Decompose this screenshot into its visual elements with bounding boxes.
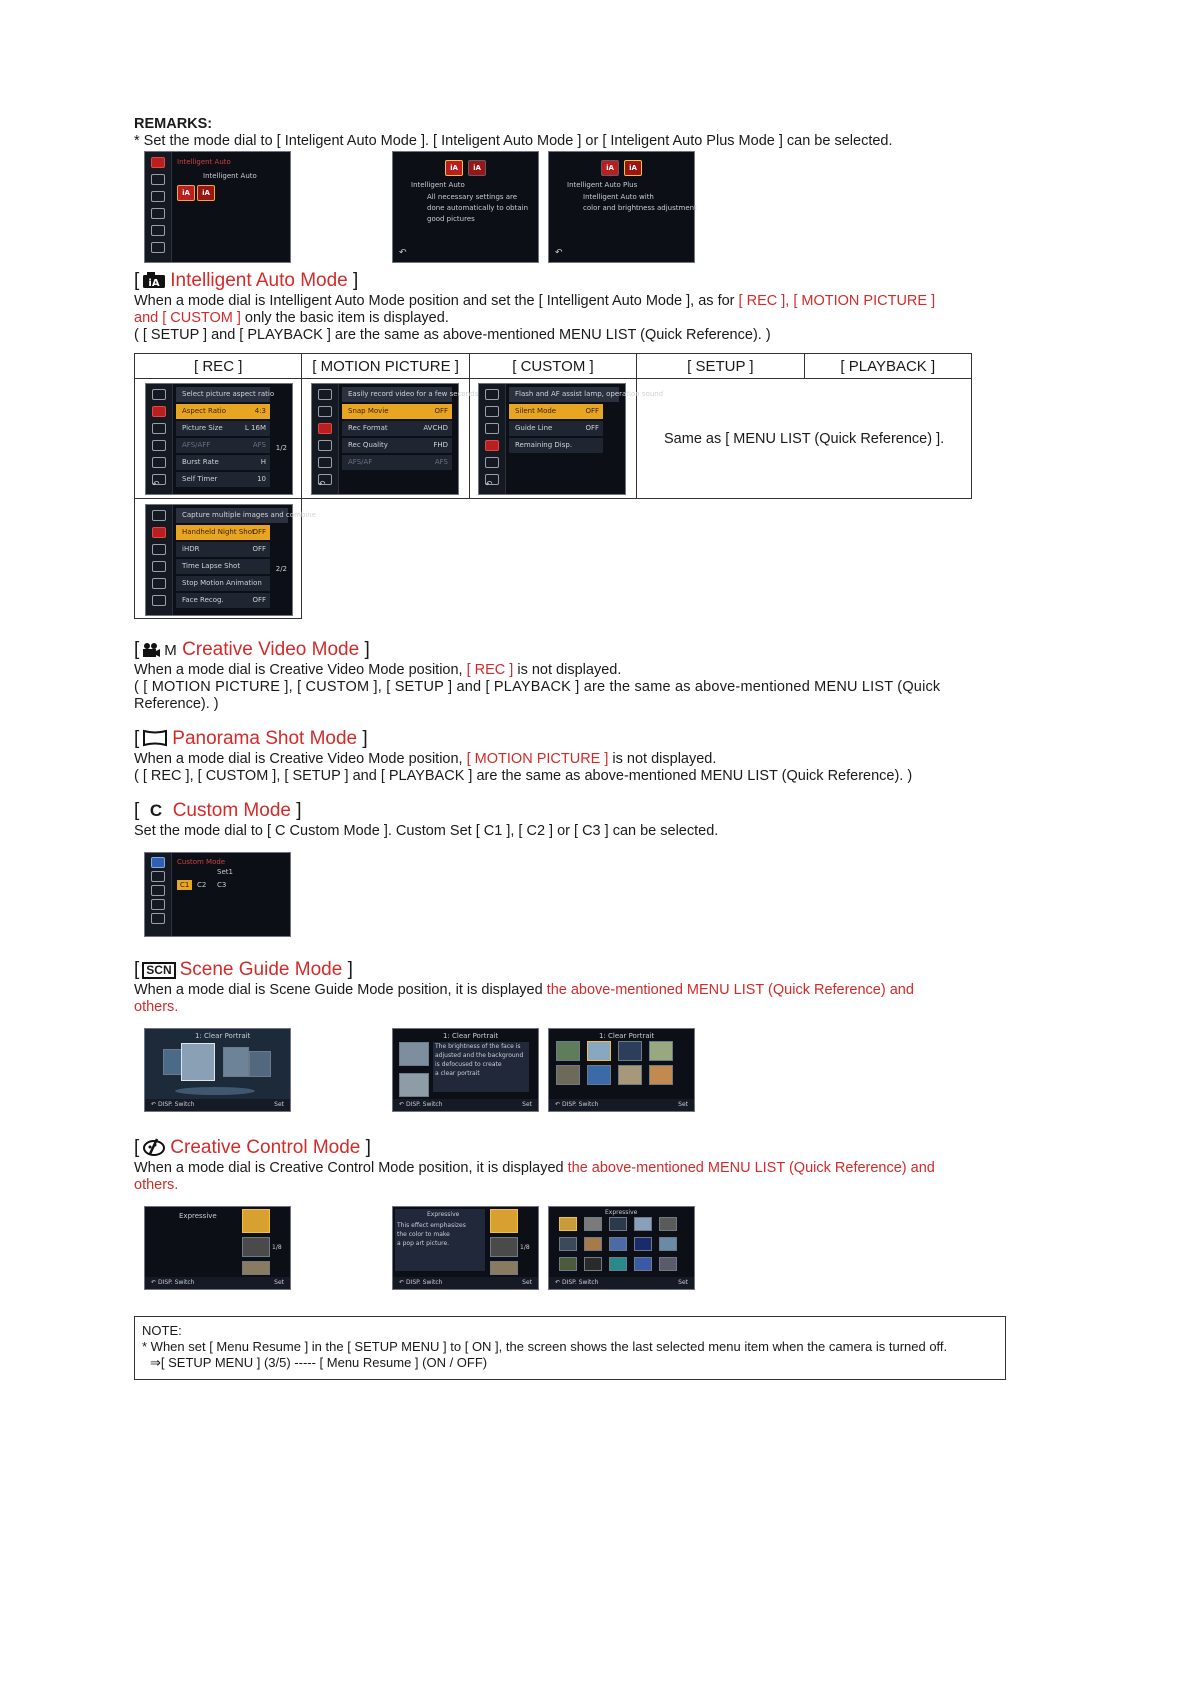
scene-desc: The brightness of the face is <box>435 1043 521 1050</box>
cv-line3: Reference). ) <box>134 696 219 712</box>
svg-text:iA: iA <box>148 278 160 289</box>
menu-description: Easily record video for a few seconds <box>342 387 452 402</box>
pano-line1: When a mode dial is Creative Video Mode position, [ MOTION PICTURE ] is not displayed. <box>134 751 717 767</box>
cv-line2: ( [ MOTION PICTURE ], [ CUSTOM ], [ SETUP ] and [ PLAYBACK ] are the same as above-mentioned MENU LIST (Quick <box>134 679 941 695</box>
ia-line2: and [ CUSTOM ] only the basic item is displayed. <box>134 310 449 326</box>
screen-sidebar <box>146 384 173 494</box>
pano-line2: ( [ REC ], [ CUSTOM ], [ SETUP ] and [ PLAYBACK ] are the same as above-mentioned MENU LIST (Quick Reference). ) <box>134 768 913 784</box>
effect-title: Expressive <box>605 1209 638 1216</box>
scn-detail-screen <box>392 1028 539 1112</box>
menu-description: Flash and AF assist lamp, operation sound <box>509 387 619 402</box>
scn-carousel-screen <box>144 1028 291 1112</box>
screen-sidebar <box>145 152 172 262</box>
movie-camera-icon <box>142 642 160 664</box>
custom-line1: Set the mode dial to [ C Custom Mode ]. Custom Set [ C1 ], [ C2 ] or [ C3 ] can be selected. <box>134 823 719 839</box>
note-line2: ⇒[ SETUP MENU ] (3/5) ----- [ Menu Resume ] (ON / OFF) <box>150 1355 488 1370</box>
scene-desc: a clear portrait <box>435 1070 480 1077</box>
info-line: All necessary settings are <box>427 193 518 201</box>
menu-item[interactable]: Handheld Night Shot OFF <box>176 525 270 540</box>
info-line: color and brightness adjustment <box>583 204 697 212</box>
cc-carousel-screen <box>144 1206 291 1290</box>
ia-info-screen <box>392 151 539 263</box>
menu-item[interactable]: Time Lapse Shot <box>176 559 270 574</box>
screen-sidebar <box>479 384 506 494</box>
palette-icon <box>142 1138 166 1162</box>
remarks-title: REMARKS: <box>134 116 213 132</box>
custom-mode-icon: C <box>149 801 163 820</box>
screen-sidebar <box>146 505 173 615</box>
screen-title: Custom Mode <box>177 858 226 866</box>
custom-set-option[interactable]: C1 <box>177 880 192 890</box>
cell-same-as: Same as [ MENU LIST (Quick Reference) ]. <box>637 379 972 499</box>
menu-item[interactable]: Silent Mode OFF <box>509 404 603 419</box>
ia-mode-icon <box>142 271 166 295</box>
screen-bar: ↶ DISP. Switch Set <box>145 1099 290 1111</box>
ia-plus-badge: iA <box>468 160 486 176</box>
rec-menu-screen <box>145 383 293 495</box>
screen-bar: ↶ DISP. Switch Set <box>393 1277 538 1289</box>
screen-sidebar <box>145 853 172 936</box>
ia-mode-select-screen <box>144 151 291 263</box>
menu-description: Select picture aspect ratio <box>176 387 270 402</box>
scene-title: 1: Clear Portrait <box>599 1032 655 1040</box>
info-line: good pictures <box>427 215 475 223</box>
menu-item[interactable]: Burst Rate H <box>176 455 270 470</box>
scn-grid-screen <box>548 1028 695 1112</box>
scene-desc: adjusted and the background <box>435 1052 524 1059</box>
effect-desc: This effect emphasizes <box>397 1222 466 1229</box>
remarks-line: * Set the mode dial to [ Inteligent Auto Mode ]. [ Inteligent Auto Mode ] or [ Inteligent Auto Plus Mode ] can be selected. <box>134 133 893 149</box>
return-icon[interactable]: ↶ <box>318 480 326 490</box>
rec-menu-page2-screen <box>145 504 317 616</box>
screen-bar: ↶ DISP. Switch Set <box>393 1099 538 1111</box>
ia-heading: [ iA Intelligent Auto Mode ] <box>134 270 358 295</box>
screen-sub: Set1 <box>217 868 233 876</box>
page-indicator: 1/8 <box>272 1244 282 1251</box>
cv-heading: [ M Creative Video Mode ] <box>134 639 370 664</box>
cc-line1: When a mode dial is Creative Control Mode position, it is displayed the above-mentioned MENU LIST (Quick Reference) and <box>134 1160 935 1176</box>
custom-set-option[interactable]: C3 <box>217 881 227 889</box>
menu-item[interactable]: Guide Line OFF <box>509 421 603 436</box>
ia-plus-badge: iA <box>197 185 215 201</box>
pano-heading: [ Panorama Shot Mode ] <box>134 728 368 753</box>
menu-item[interactable]: Rec Quality FHD <box>342 438 452 453</box>
scene-desc: is defocused to create <box>435 1061 502 1068</box>
custom-set-screen <box>144 852 291 937</box>
screen-bar: ↶ DISP. Switch Set <box>145 1277 290 1289</box>
col-setup: [ SETUP ] <box>637 354 804 379</box>
cc-heading: [ Creative Control Mode ] <box>134 1137 371 1162</box>
menu-item[interactable]: Self Timer 10 <box>176 472 270 487</box>
scene-title: 1: Clear Portrait <box>443 1032 499 1040</box>
col-motion-picture: [ MOTION PICTURE ] <box>302 354 469 379</box>
page-indicator: 2/2 <box>275 565 287 573</box>
effect-title: Expressive <box>179 1212 217 1220</box>
note-line1: * When set [ Menu Resume ] in the [ SETUP MENU ] to [ ON ], the screen shows the last selected menu item when the camera is turned off. <box>142 1339 948 1354</box>
screen-title: Intelligent Auto <box>177 158 231 166</box>
effect-title: Expressive <box>427 1211 460 1218</box>
return-icon[interactable]: ↶ <box>152 480 160 490</box>
return-icon[interactable]: ↶ <box>485 480 493 490</box>
col-rec: [ REC ] <box>135 354 302 379</box>
menu-item[interactable]: AFS/AF AFS <box>342 455 452 470</box>
menu-item[interactable]: Picture Size L 16M <box>176 421 270 436</box>
return-icon[interactable]: ↶ <box>555 248 563 258</box>
menu-item[interactable]: AFS/AFF AFS <box>176 438 270 453</box>
page-indicator: 1/8 <box>520 1244 530 1251</box>
return-icon[interactable]: ↶ <box>399 248 407 258</box>
screen-sidebar <box>312 384 339 494</box>
info-line: done automatically to obtain <box>427 204 529 212</box>
cc-line2: others. <box>134 1177 179 1193</box>
note-box <box>134 1316 1006 1380</box>
scn-line2: others. <box>134 999 179 1015</box>
menu-item[interactable]: Rec Format AVCHD <box>342 421 452 436</box>
scene-title: 1: Clear Portrait <box>195 1032 251 1040</box>
menu-item[interactable]: Stop Motion Animation <box>176 576 270 591</box>
scn-line1: When a mode dial is Scene Guide Mode position, it is displayed the above-mentioned MENU LIST (Quick Reference) and <box>134 982 914 998</box>
note-title: NOTE: <box>142 1323 182 1338</box>
scn-heading: [ SCN Scene Guide Mode ] <box>134 959 353 980</box>
ia-plus-info-screen <box>548 151 695 263</box>
menu-item[interactable]: iHDR OFF <box>176 542 270 557</box>
ia-badge: iA <box>601 160 619 176</box>
ia-badge: iA <box>177 185 195 201</box>
cv-line1: When a mode dial is Creative Video Mode position, [ REC ] is not displayed. <box>134 662 622 678</box>
screen-bar: ↶ DISP. Switch Set <box>549 1099 694 1111</box>
menu-item[interactable]: Face Recog. OFF <box>176 593 270 608</box>
ia-line1: When a mode dial is Intelligent Auto Mode position and set the [ Intelligent Auto Mode ], as for [ REC ], [ MOTION PICTURE ] <box>134 293 936 309</box>
custom-menu-screen <box>478 383 664 495</box>
cc-detail-screen <box>392 1206 539 1290</box>
ia-line3: ( [ SETUP ] and [ PLAYBACK ] are the same as above-mentioned MENU LIST (Quick Reference). ) <box>134 327 771 343</box>
panorama-icon <box>142 729 168 753</box>
info-line: Intelligent Auto <box>411 181 465 189</box>
ia-badge: iA <box>445 160 463 176</box>
screen-sub: Intelligent Auto <box>203 172 257 180</box>
page-indicator: 1/2 <box>275 444 287 452</box>
scn-icon: SCN <box>142 962 175 979</box>
motion-picture-menu-screen <box>311 383 479 495</box>
custom-set-option[interactable]: C2 <box>197 881 207 889</box>
custom-heading: [ C Custom Mode ] <box>134 800 302 821</box>
menu-item[interactable]: Remaining Disp. <box>509 438 603 453</box>
effect-desc: the color to make <box>397 1231 450 1238</box>
menu-item[interactable]: Snap Movie OFF <box>342 404 452 419</box>
info-line: Intelligent Auto Plus <box>567 181 638 189</box>
effect-desc: a pop art picture. <box>397 1240 450 1247</box>
col-custom: [ CUSTOM ] <box>469 354 636 379</box>
cc-grid-screen <box>548 1206 695 1290</box>
ia-plus-badge: iA <box>624 160 642 176</box>
col-playback: [ PLAYBACK ] <box>804 354 971 379</box>
menu-description: Capture multiple images and combine <box>176 508 288 523</box>
menu-item[interactable]: Aspect Ratio 4:3 <box>176 404 270 419</box>
info-line: Intelligent Auto with <box>583 193 654 201</box>
screen-bar: ↶ DISP. Switch Set <box>549 1277 694 1289</box>
